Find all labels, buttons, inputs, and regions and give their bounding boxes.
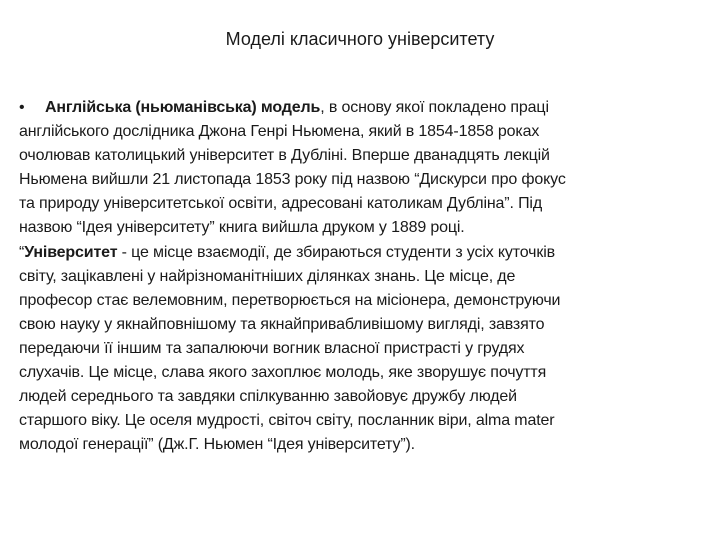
paragraph-1-line: Ньюмена вийшли 21 листопада 1853 року під назвою “Дискурси про фокус: [19, 171, 566, 189]
open-quote: “: [19, 243, 25, 261]
slide-title: Моделі класичного університету: [225, 29, 495, 49]
bullet-icon: •: [19, 99, 25, 116]
paragraph-university-quote: [19, 241, 689, 458]
paragraph-1-line: очолював католицький університет в Дубліні. Вперше дванадцять лекцій: [19, 147, 550, 165]
paragraph-2-line: людей середнього та завдяки спілкуванню завойовує дружбу людей: [19, 388, 517, 406]
paragraph-1-line: назвою “Ідея університету” книга вийшла друком у 1889 році.: [19, 219, 465, 237]
paragraph-2-line: молодої генерації” (Дж.Г. Ньюмен “Ідея університету”).: [19, 436, 415, 454]
paragraph-1-line: та природу університетської освіти, адресовані католикам Дубліна”. Під: [19, 195, 543, 213]
paragraph-2-line: старшого віку. Це оселя мудрості, світоч світу, посланник віри, alma mater: [19, 412, 555, 430]
paragraph-english-model: [19, 96, 689, 241]
paragraph-1-line-1: [19, 96, 689, 120]
term-university: Університет: [24, 243, 118, 261]
term-english-model: Англійська (ньюманівська) модель: [45, 99, 321, 116]
paragraph-2-line-1-rest: - це місце взаємодії, де збираються студенти з усіх куточків: [117, 243, 555, 261]
paragraph-2-line: свою науку у якнайповнішому та якнайпривабливішому вигляді, завзято: [19, 315, 545, 333]
paragraph-2-line-1: [19, 241, 689, 265]
paragraph-2-line: світу, зацікавлені у найрізноманітніших ділянках знань. Це місце, де: [19, 267, 516, 285]
paragraph-1-line-1-rest: , в основу якої покладено праці: [320, 99, 549, 116]
slide-body: [19, 96, 689, 457]
paragraph-2-line: передаючи її іншим та запалюючи вогник власної пристрасті у грудях: [19, 339, 525, 357]
paragraph-2-line: професор стає велемовним, перетворюється на місіонера, демонструючи: [19, 291, 561, 309]
paragraph-1-line: англійського дослідника Джона Генрі Ньюмена, який в 1854-1858 роках: [19, 123, 540, 141]
paragraph-2-line: слухачів. Це місце, слава якого захоплює молодь, яке зворушує почуття: [19, 364, 547, 382]
